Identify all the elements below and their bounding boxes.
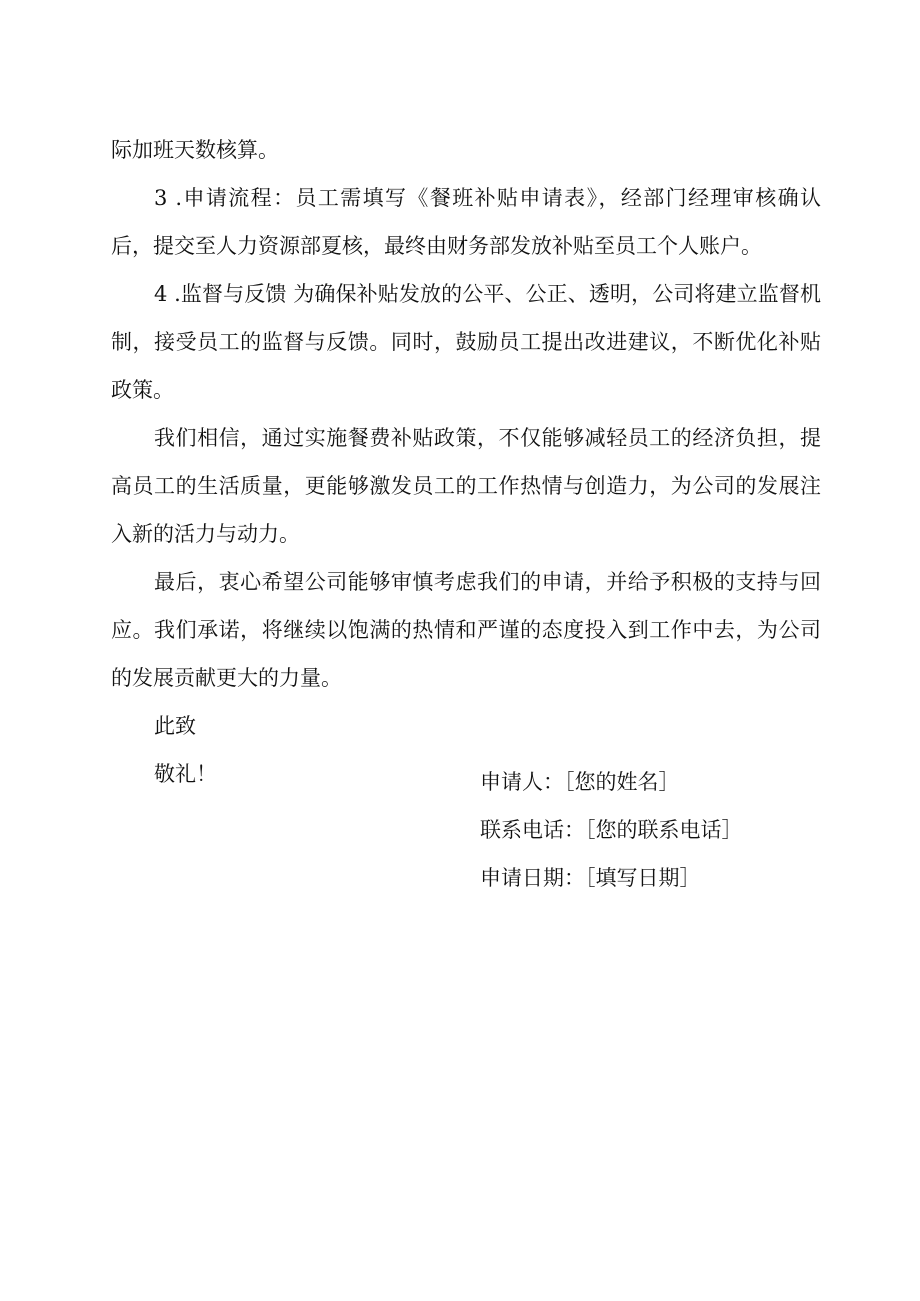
contact-phone-line: 联系电话：［您的联系电话］ bbox=[480, 818, 743, 842]
signature-block bbox=[480, 758, 800, 902]
application-date-line: 申请日期：［填写日期］ bbox=[480, 866, 701, 890]
paragraph-supervision-feedback: 4 .监督与反馈 为确保补贴发放的公平、公正、透明，公司将建立监督机制，接受员工的监督与反馈。同时，鼓励员工提出改进建议，不断优化补贴政策。 bbox=[111, 282, 821, 402]
letter-body bbox=[111, 126, 821, 798]
applicant-name-line: 申请人：［您的姓名］ bbox=[480, 770, 680, 794]
paragraph-belief: 我们相信，通过实施餐费补贴政策，不仅能够减轻员工的经济负担，提高员工的生活质量，更能够激发员工的工作热情与创造力，为公司的发展注入新的活力与动力。 bbox=[111, 426, 821, 546]
paragraph-continuation: 际加班天数核算。 bbox=[111, 138, 279, 162]
paragraph-final-request: 最后，衷心希望公司能够审慎考虑我们的申请，并给予积极的支持与回应。我们承诺，将继续以饱满的热情和严谨的态度投入到工作中去，为公司的发展贡献更大的力量。 bbox=[111, 570, 821, 690]
closing-regards: 敬礼！ bbox=[154, 762, 217, 786]
paragraph-application-process: 3 .申请流程：员工需填写《餐班补贴申请表》，经部门经理审核确认后，提交至人力资源部夏核，最终由财务部发放补贴至员工个人账户。 bbox=[111, 186, 821, 258]
closing-salutation: 此致 bbox=[154, 714, 196, 738]
